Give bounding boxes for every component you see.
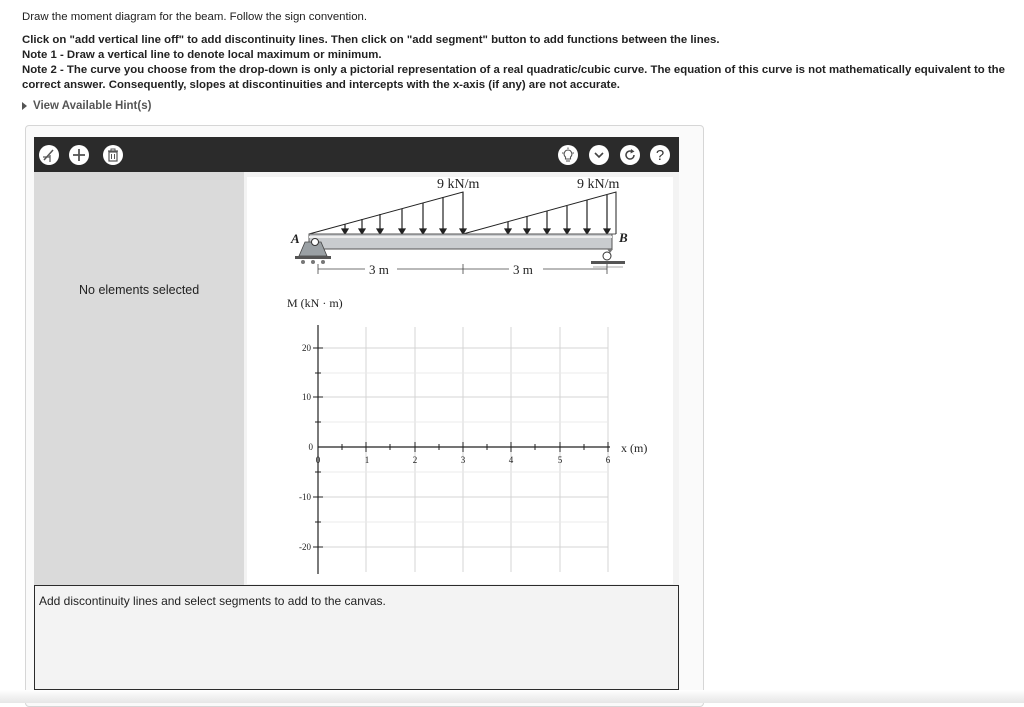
x-tick-label: 1 [364,455,370,465]
help-button[interactable] [650,145,670,165]
dimension-line [318,264,607,274]
drawing-canvas[interactable] [244,172,679,585]
message-panel [34,585,679,690]
span-label-left: 3 m [369,262,389,277]
add-segment-icon [71,147,87,163]
hint-button[interactable] [558,145,578,165]
x-tick-label: 4 [508,455,514,465]
selection-status: No elements selected [79,283,200,297]
instruction-text: Draw the moment diagram for the beam. Follow the sign convention. [22,11,368,23]
load-label-left: 9 kN/m [437,177,480,192]
lightbulb-icon [560,147,576,163]
support-label-a: A [291,231,300,246]
support-label-b: B [619,230,628,245]
x-tick-label: 5 [557,455,563,465]
chevron-down-icon [593,149,605,161]
x-tick-label: 0 [315,455,321,465]
note-2: Note 2 - The curve you choose from the drop-down is only a pictorial representation of a real quadratic/cubic curve. The equation of this curve is not mathematically equivalent to the correct answer. Consequently, slopes at discontinuities and intercepts with the x-axis (if any) are not accurate. [22,64,1005,91]
canvas-figure [247,177,673,584]
y-axis-label: M (kN · m) [287,296,343,310]
caret-right-icon [22,102,27,110]
y-tick-label: -10 [299,492,311,502]
status-message: Add discontinuity lines and select segments to add to the canvas. [39,594,386,608]
roller-support-b [591,249,625,267]
page-fade [0,690,1024,703]
x-axis-label: x (m) [621,441,648,455]
add-vertical-line-button[interactable] [39,145,59,165]
properties-panel [34,172,244,585]
load-label-right: 9 kN/m [577,177,620,192]
add-vertical-line-icon [41,147,57,163]
reset-button[interactable] [620,145,640,165]
x-tick-label: 6 [605,455,611,465]
instruction-text: Click on "add vertical line off" to add discontinuity lines. Then click on "add segment" button to add functions between the lines. [22,34,720,46]
dropdown-button[interactable] [589,145,609,165]
x-tick-label: 2 [412,455,418,465]
canvas-area[interactable] [247,177,673,584]
toolbar [34,137,679,172]
y-tick-label: 10 [302,392,311,402]
y-tick-label: 0 [308,442,313,452]
trash-icon [106,148,120,162]
y-tick-label: -20 [299,542,311,552]
help-icon: ? [655,146,665,164]
instructions [22,10,1012,93]
reset-icon [623,148,637,162]
x-tick-label: 3 [460,455,466,465]
view-hints-toggle[interactable] [22,100,151,112]
span-label-right: 3 m [513,262,533,277]
add-segment-button[interactable] [69,145,89,165]
distributed-load [309,192,616,234]
y-tick-label: 20 [302,343,311,353]
delete-button[interactable] [103,145,123,165]
view-hints-label: View Available Hint(s) [33,100,152,112]
note-1: Note 1 - Draw a vertical line to denote local maximum or minimum. [22,49,382,61]
